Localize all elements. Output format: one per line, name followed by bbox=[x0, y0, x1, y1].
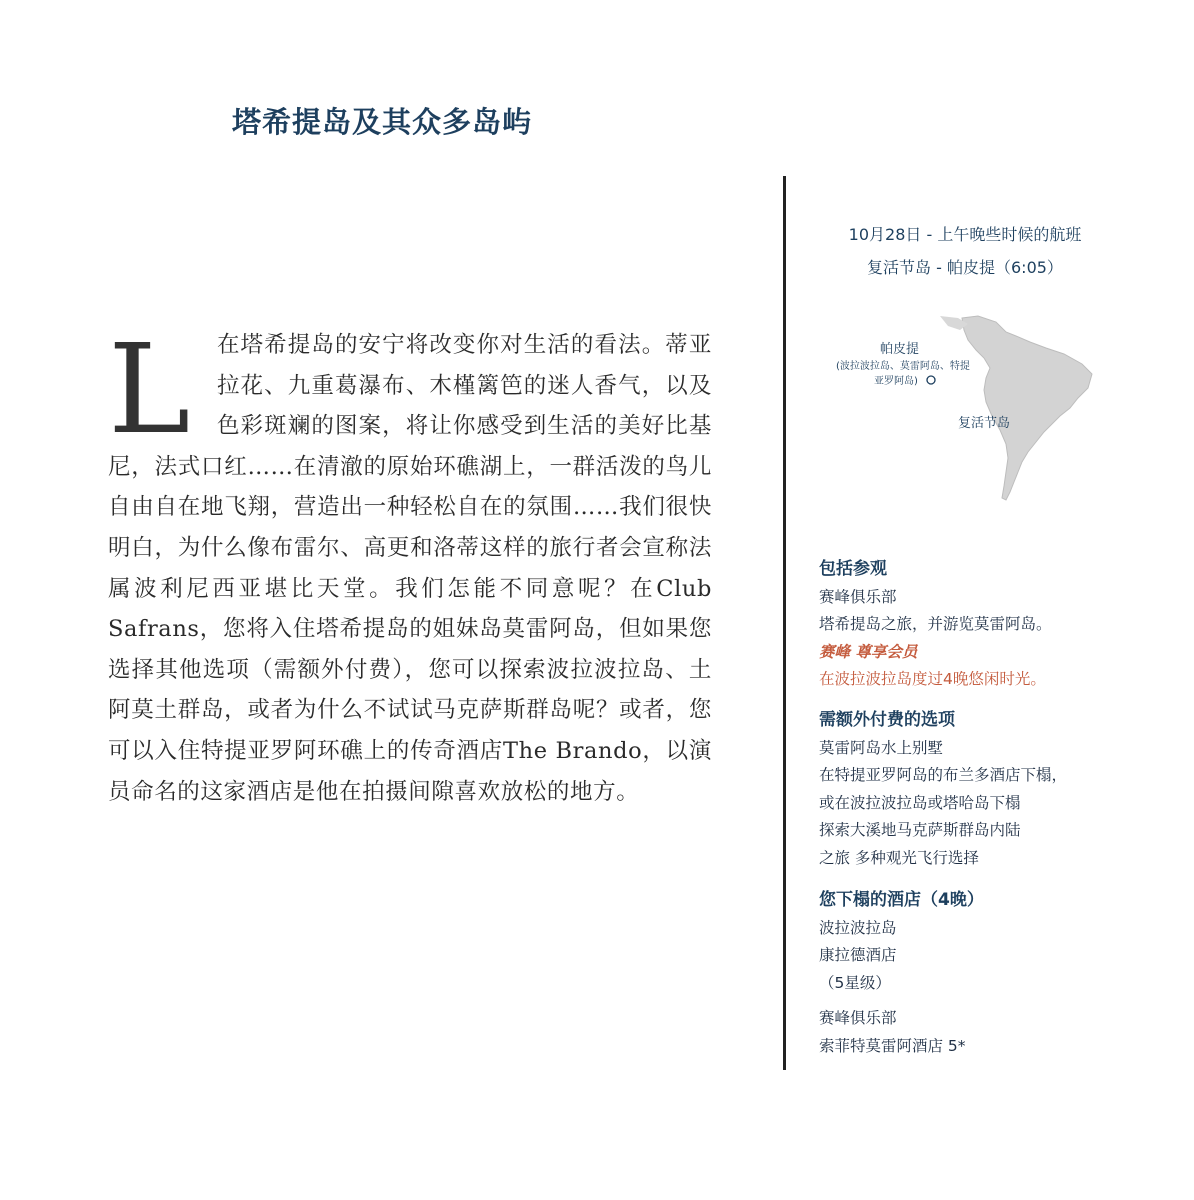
hotel-item: （5星级） bbox=[819, 973, 891, 992]
included-section bbox=[819, 556, 1139, 694]
premium-heading: 赛峰 尊享会员 bbox=[819, 642, 918, 661]
option-item: 莫雷阿岛水上别墅 bbox=[819, 738, 944, 757]
papeete-marker bbox=[927, 376, 935, 384]
flight-route-line: 复活节岛 - 帕皮提（6:05） bbox=[867, 258, 1063, 277]
article-body bbox=[108, 318, 712, 812]
column-divider bbox=[783, 176, 786, 1070]
article-text: 在塔希提岛的安宁将改变你对生活的看法。蒂亚拉花、九重葛瀑布、木槿篱笆的迷人香气，以及色彩斑斓的图案，将让你感受到生活的美好比基尼，法式口红……在清澈的原始环礁湖上，一群活泼的鸟儿自由自在地飞翔，营造出一种轻松自在的氛围……我们很快明白，为什么像布雷尔、高更和洛蒂这样的旅行者会宣称法属波利尼西亚堪比天堂。我们怎能不同意呢？在Club Safrans，您将入住塔希提岛的姐妹岛莫雷阿岛，但如果您选择其他选项（需额外付费），您可以探索波拉波拉岛、土阿莫土群岛，或者为什么不试试马克萨斯群岛呢？或者，您可以入住特提亚罗阿环礁上的传奇酒店The Brando，以演员命名的这家酒店是他在拍摄间隙喜欢放松的地方。 bbox=[108, 332, 712, 805]
included-club: 赛峰俱乐部 bbox=[819, 587, 897, 606]
premium-text: 在波拉波拉岛度过4晚悠闲时光。 bbox=[819, 670, 1046, 688]
options-section bbox=[819, 707, 1139, 872]
included-heading: 包括参观 bbox=[819, 559, 887, 579]
hotel-item: 康拉德酒店 bbox=[819, 946, 897, 964]
hotel-club: 赛峰俱乐部 bbox=[819, 1009, 897, 1027]
option-item: 或在波拉波拉岛或塔哈岛下榻 bbox=[819, 793, 1021, 812]
map-label-papeete: 帕皮提 bbox=[880, 342, 920, 357]
flight-info bbox=[800, 218, 1130, 284]
page-title: 塔希提岛及其众多岛屿 bbox=[232, 105, 533, 139]
option-item: 探索大溪地马克萨斯群岛内陆 bbox=[819, 821, 1021, 839]
hotel-item: 波拉波拉岛 bbox=[819, 918, 897, 937]
hotels-heading: 您下榻的酒店（4晚） bbox=[819, 890, 984, 910]
hotels-section bbox=[819, 887, 1139, 1060]
route-map bbox=[820, 312, 1120, 502]
south-america-map-icon bbox=[820, 312, 1120, 502]
map-label-islands-1: (波拉波拉岛、莫雷阿岛、特提 bbox=[836, 361, 970, 372]
option-item: 在特提亚罗阿岛的布兰多酒店下榻， bbox=[819, 766, 1068, 784]
drop-cap: L bbox=[108, 318, 191, 462]
options-heading: 需额外付费的选项 bbox=[819, 710, 955, 730]
option-item: 之旅 多种观光飞行选择 bbox=[819, 848, 979, 867]
included-tour: 塔希提岛之旅，并游览莫雷阿岛。 bbox=[819, 615, 1052, 633]
flight-date-line: 10月28日 - 上午晚些时候的航班 bbox=[848, 225, 1082, 244]
map-label-islands-2: 亚罗阿岛) bbox=[874, 376, 918, 387]
map-label-easter-island: 复活节岛 bbox=[958, 416, 1011, 431]
hotel-club-name: 索菲特莫雷阿酒店 5* bbox=[819, 1036, 966, 1055]
